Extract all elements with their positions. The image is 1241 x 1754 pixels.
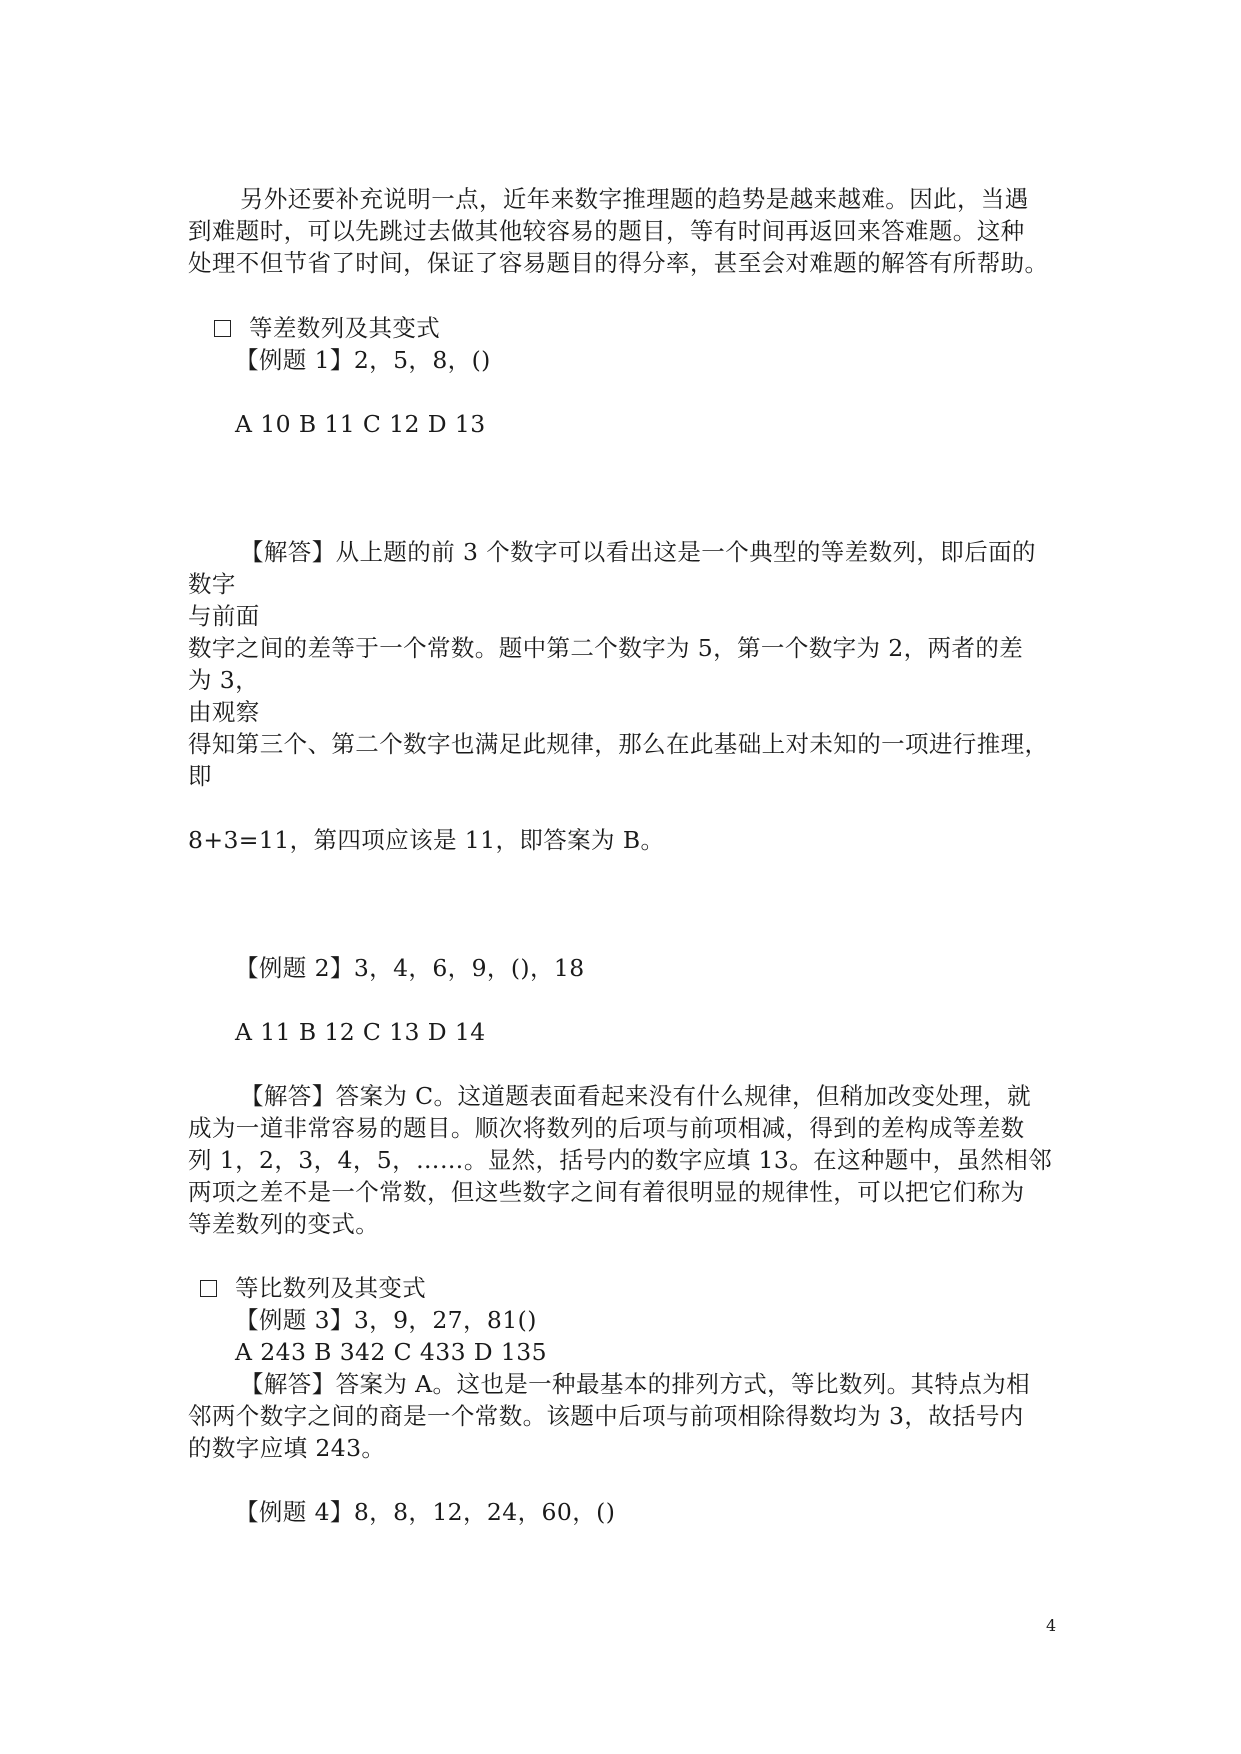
example-options: A 243 B 342 C 433 D 135 — [235, 1338, 547, 1366]
example-question: 【例题 4】8，8，12，24，60，() — [235, 1498, 616, 1526]
section-heading-text: 等比数列及其变式 — [235, 1274, 427, 1302]
intro-line: 处理不但节省了时间，保证了容易题目的得分率，甚至会对难题的解答有所帮助。 — [188, 249, 1049, 277]
example-question: 【例题 3】3，9，27，81() — [235, 1306, 537, 1334]
answer-line: 由观察 — [188, 698, 260, 726]
answer-line: 为 3， — [188, 666, 260, 694]
answer-line: 得知第三个、第二个数字也满足此规律，那么在此基础上对未知的一项进行推理， — [188, 730, 1049, 758]
answer-line: 【解答】答案为 A。这也是一种最基本的排列方式，等比数列。其特点为相 — [240, 1370, 1031, 1398]
answer-line: 【解答】答案为 C。这道题表面看起来没有什么规律，但稍加改变处理，就 — [240, 1082, 1032, 1110]
answer-line: 与前面 — [188, 602, 260, 630]
answer-line: 列 1，2，3，4，5，……。显然，括号内的数字应填 13。在这种题中，虽然相邻 — [188, 1146, 1053, 1174]
checkbox-icon — [214, 320, 231, 337]
section-heading — [200, 1272, 426, 1304]
answer-line: 即 — [188, 762, 212, 790]
answer-line: 邻两个数字之间的商是一个常数。该题中后项与前项相除得数均为 3，故括号内 — [188, 1402, 1024, 1430]
intro-line: 另外还要补充说明一点，近年来数字推理题的趋势是越来越难。因此，当遇 — [240, 185, 1029, 213]
page-number: 4 — [1046, 1616, 1057, 1635]
answer-line: 两项之差不是一个常数，但这些数字之间有着很明显的规律性，可以把它们称为 — [188, 1178, 1025, 1206]
example-question: 【例题 1】2，5，8，() — [235, 346, 491, 374]
example-options: A 11 B 12 C 13 D 14 — [235, 1018, 486, 1046]
answer-line: 成为一道非常容易的题目。顺次将数列的后项与前项相减，得到的差构成等差数 — [188, 1114, 1025, 1142]
answer-line: 数字之间的差等于一个常数。题中第二个数字为 5，第一个数字为 2，两者的差 — [188, 634, 1024, 662]
answer-line: 数字 — [188, 570, 236, 598]
answer-line: 【解答】从上题的前 3 个数字可以看出这是一个典型的等差数列，即后面的 — [240, 538, 1036, 566]
answer-line: 8+3=11，第四项应该是 11，即答案为 B。 — [188, 826, 665, 854]
example-options: A 10 B 11 C 12 D 13 — [235, 410, 486, 438]
intro-line: 到难题时，可以先跳过去做其他较容易的题目，等有时间再返回来答难题。这种 — [188, 217, 1025, 245]
checkbox-icon — [200, 1280, 217, 1297]
answer-line: 的数字应填 243。 — [188, 1434, 386, 1462]
answer-line: 等差数列的变式。 — [188, 1210, 380, 1238]
section-heading-text: 等差数列及其变式 — [249, 314, 441, 342]
example-question: 【例题 2】3，4，6，9，()，18 — [235, 954, 585, 982]
section-heading — [214, 312, 440, 344]
